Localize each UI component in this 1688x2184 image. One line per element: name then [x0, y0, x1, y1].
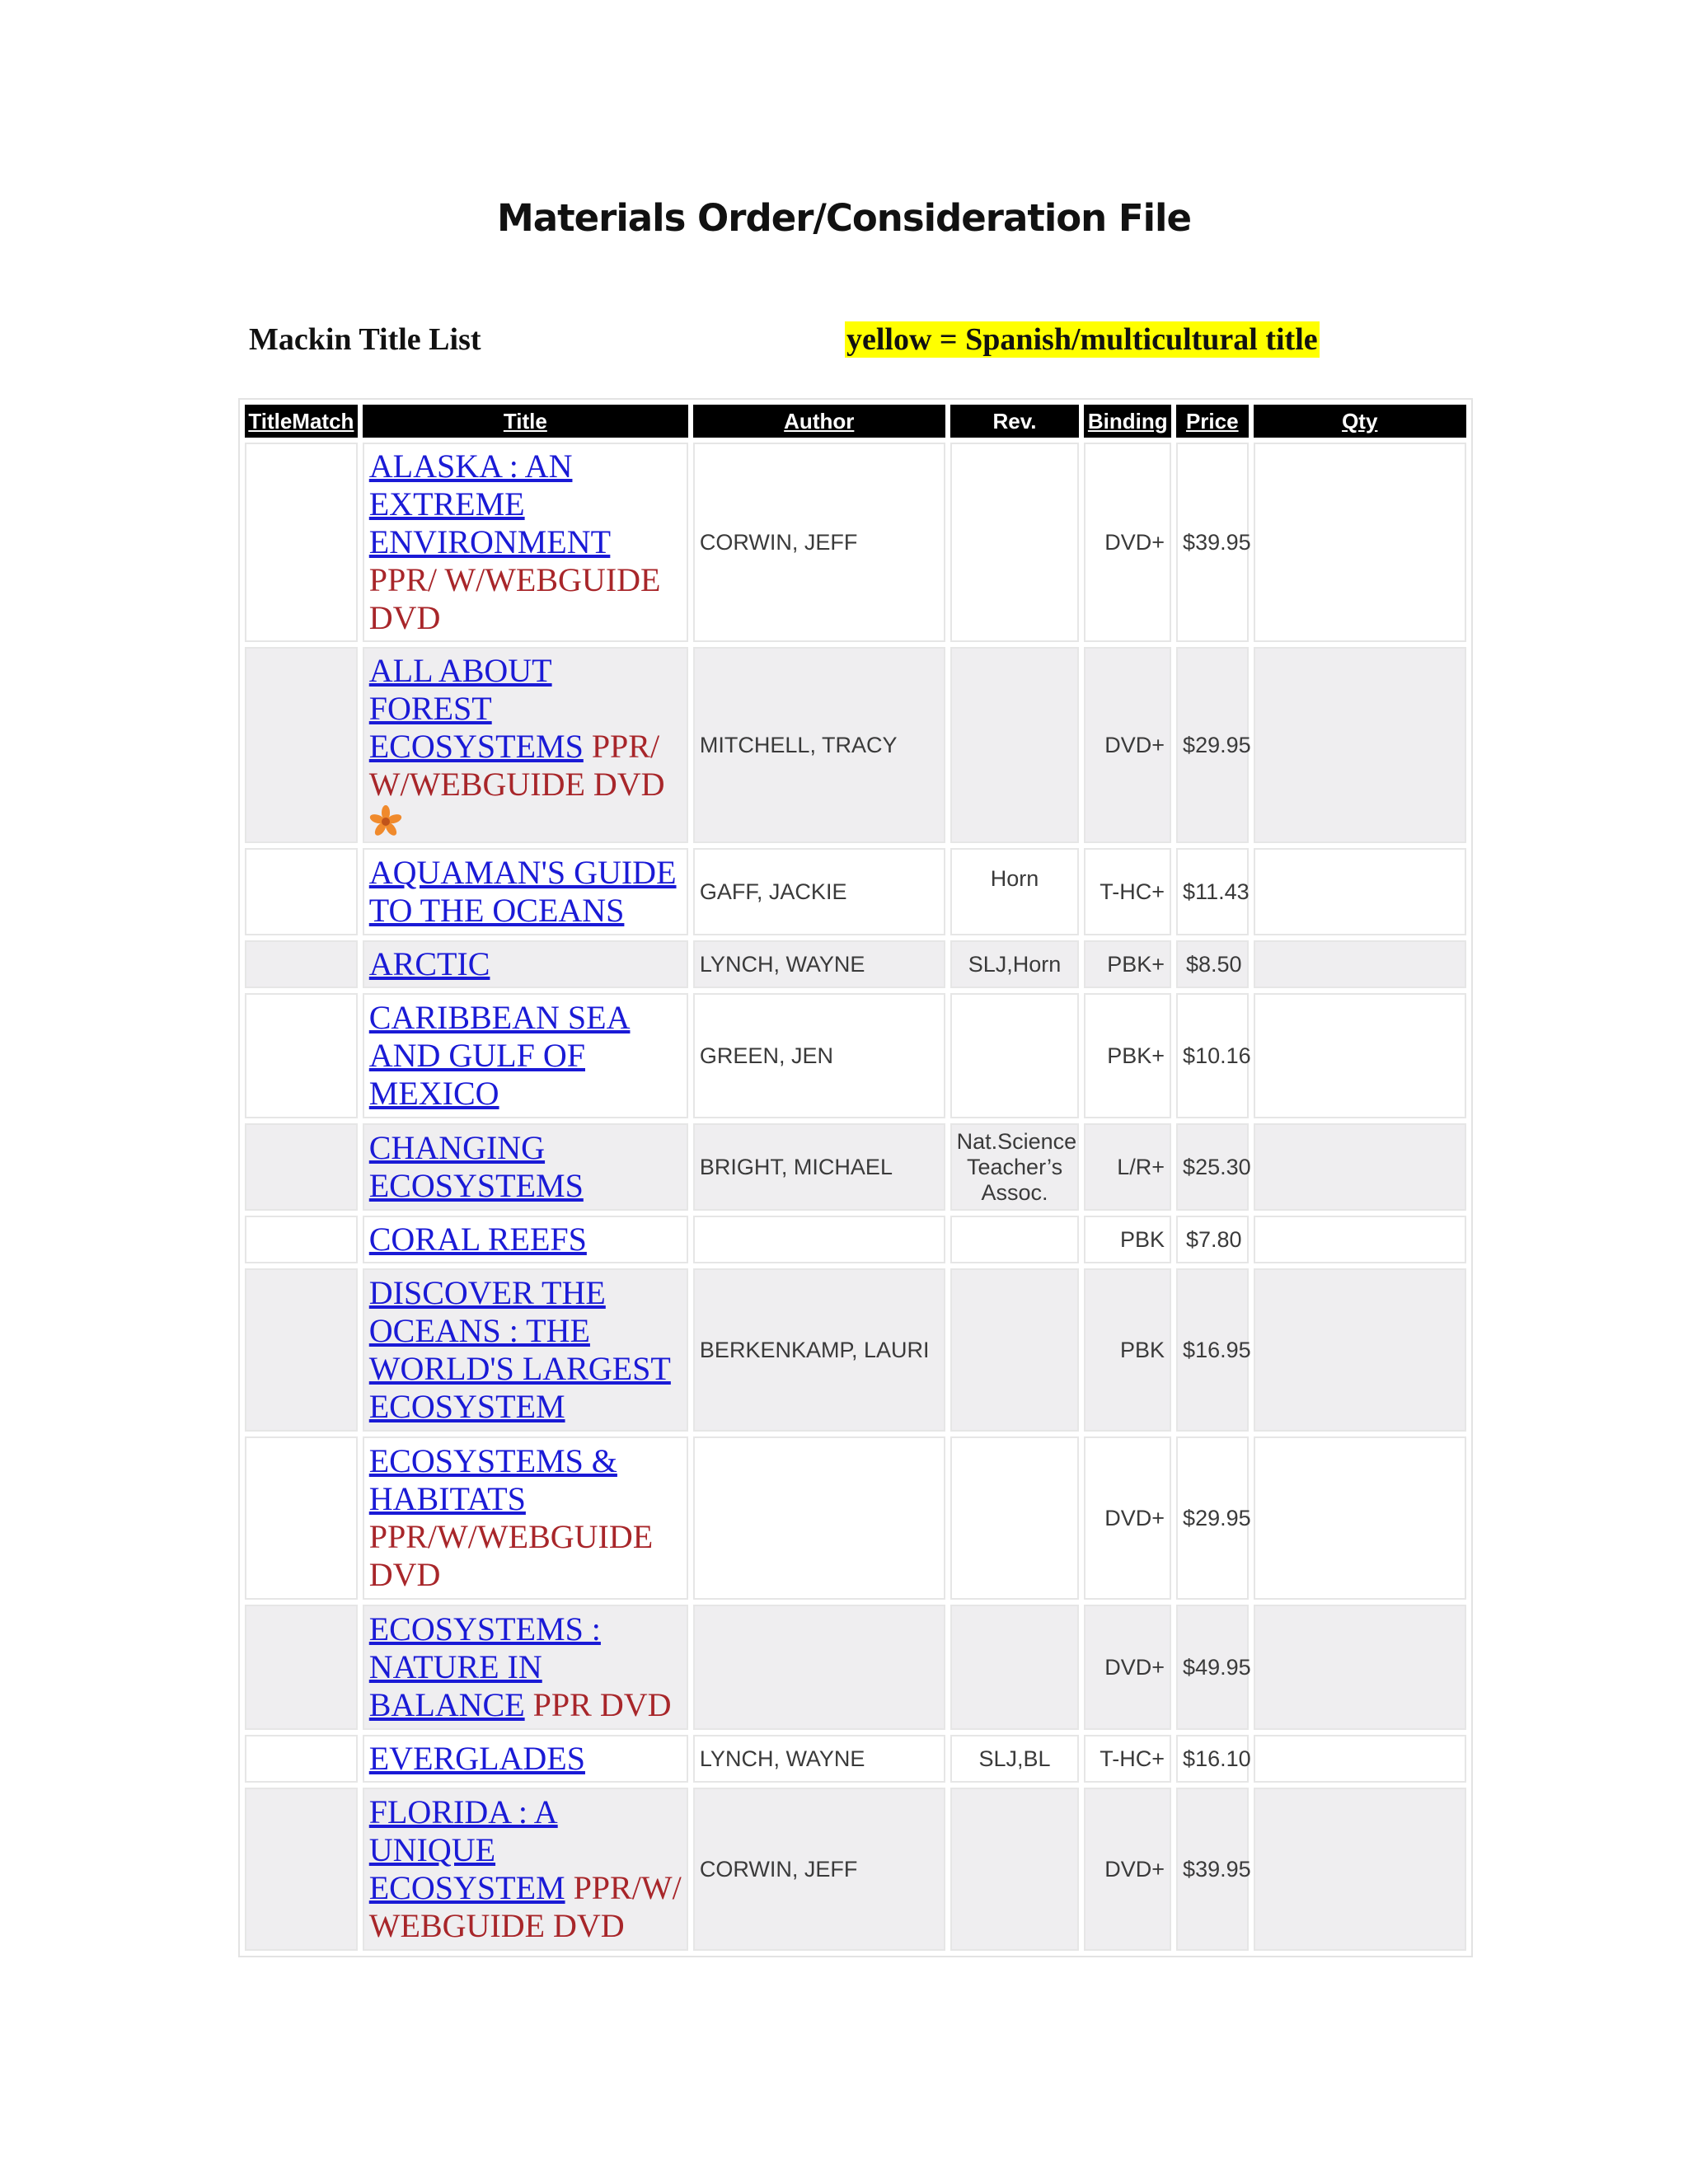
format-note: PPR/ W/WEBGUIDE DVD: [368, 561, 661, 636]
qty-cell[interactable]: [1254, 647, 1466, 843]
flower-icon: [369, 805, 402, 838]
qty-cell[interactable]: [1254, 1788, 1466, 1951]
rev-cell: [950, 1268, 1080, 1432]
title-link[interactable]: ALASKA : AN EXTREME ENVIRONMENT: [368, 448, 611, 560]
price-cell: $11.43: [1176, 848, 1248, 935]
binding-cell: DVD+: [1084, 647, 1171, 843]
binding-cell: T-HC+: [1084, 1735, 1171, 1783]
table-header-row: [245, 405, 1466, 438]
binding-cell: PBK+: [1084, 993, 1171, 1118]
title-cell: [363, 1605, 688, 1730]
title-cell: [363, 443, 688, 642]
qty-cell[interactable]: [1254, 1735, 1466, 1783]
rev-cell: [950, 1216, 1080, 1263]
title-cell: [363, 647, 688, 843]
author-cell: LYNCH, WAYNE: [693, 940, 945, 988]
binding-cell: DVD+: [1084, 1605, 1171, 1730]
title-link[interactable]: ARCTIC: [368, 945, 490, 982]
titlematch-cell: [245, 1123, 358, 1211]
table-row: [245, 1268, 1466, 1432]
format-note: PPR DVD: [532, 1686, 672, 1723]
title-link[interactable]: AQUAMAN'S GUIDE TO THE OCEANS: [368, 854, 677, 929]
binding-cell: L/R+: [1084, 1123, 1171, 1211]
binding-cell: PBK: [1084, 1268, 1171, 1432]
title-link[interactable]: CHANGING ECOSYSTEMS: [368, 1129, 584, 1204]
qty-cell[interactable]: [1254, 940, 1466, 988]
rev-cell: [950, 1788, 1080, 1951]
title-link[interactable]: CARIBBEAN SEA AND GULF OF MEXICO: [368, 999, 631, 1112]
binding-cell: PBK: [1084, 1216, 1171, 1263]
titlematch-cell: [245, 1216, 358, 1263]
price-cell: $39.95: [1176, 1788, 1248, 1951]
qty-cell[interactable]: [1254, 1216, 1466, 1263]
author-cell: [693, 1436, 945, 1600]
table-row: [245, 1123, 1466, 1211]
binding-cell: DVD+: [1084, 1436, 1171, 1600]
titlematch-cell: [245, 993, 358, 1118]
title-cell: [363, 1735, 688, 1783]
titlematch-cell: [245, 940, 358, 988]
author-cell: [693, 1605, 945, 1730]
title-cell: [363, 993, 688, 1118]
table-row: [245, 1735, 1466, 1783]
qty-cell[interactable]: [1254, 443, 1466, 642]
list-title: Mackin Title List: [249, 322, 481, 357]
title-link[interactable]: DISCOVER THE OCEANS : THE WORLD'S LARGEST ECOSYSTEM: [368, 1274, 671, 1425]
rev-cell: Nat.Science Teacher’s Assoc.: [950, 1123, 1080, 1211]
price-cell: $29.95: [1176, 1436, 1248, 1600]
col-header-rev: Rev.: [950, 405, 1080, 438]
author-cell: BRIGHT, MICHAEL: [693, 1123, 945, 1211]
table-row: [245, 848, 1466, 935]
rev-cell: [950, 1436, 1080, 1600]
author-cell: [693, 1216, 945, 1263]
binding-cell: DVD+: [1084, 1788, 1171, 1951]
title-link[interactable]: CORAL REEFS: [368, 1221, 587, 1258]
format-note: PPR/ W/WEBGUIDE DVD: [368, 728, 665, 803]
table-row: [245, 1788, 1466, 1951]
format-note: PPR/W/ WEBGUIDE DVD: [368, 1869, 682, 1944]
rev-cell: [950, 647, 1080, 843]
title-cell: [363, 1123, 688, 1211]
binding-cell: PBK+: [1084, 940, 1171, 988]
titlematch-cell: [245, 1735, 358, 1783]
title-link[interactable]: FLORIDA : A UNIQUE ECOSYSTEM: [368, 1793, 565, 1906]
titlematch-cell: [245, 1268, 358, 1432]
title-cell: [363, 1436, 688, 1600]
page-title: Materials Order/Consideration File: [497, 196, 1191, 240]
title-table: [238, 398, 1473, 1957]
binding-cell: T-HC+: [1084, 848, 1171, 935]
price-cell: $49.95: [1176, 1605, 1248, 1730]
title-link[interactable]: EVERGLADES: [368, 1740, 585, 1777]
price-cell: $39.95: [1176, 443, 1248, 642]
format-note: PPR/W/WEBGUIDE DVD: [368, 1518, 654, 1593]
author-cell: CORWIN, JEFF: [693, 443, 945, 642]
titlematch-cell: [245, 647, 358, 843]
rev-cell: [950, 1605, 1080, 1730]
title-link[interactable]: ECOSYSTEMS : NATURE IN BALANCE: [368, 1610, 601, 1723]
price-cell: $29.95: [1176, 647, 1248, 843]
title-link[interactable]: ECOSYSTEMS & HABITATS: [368, 1442, 617, 1517]
titlematch-cell: [245, 1788, 358, 1951]
col-header-title[interactable]: Title: [363, 405, 688, 438]
author-cell: CORWIN, JEFF: [693, 1788, 945, 1951]
titlematch-cell: [245, 1605, 358, 1730]
col-header-titlematch[interactable]: TitleMatch: [245, 405, 358, 438]
author-cell: BERKENKAMP, LAURI: [693, 1268, 945, 1432]
author-cell: LYNCH, WAYNE: [693, 1735, 945, 1783]
table-row: [245, 443, 1466, 642]
qty-cell[interactable]: [1254, 1268, 1466, 1432]
titlematch-cell: [245, 848, 358, 935]
qty-cell[interactable]: [1254, 993, 1466, 1118]
rev-cell: [950, 443, 1080, 642]
price-cell: $10.16: [1176, 993, 1248, 1118]
author-cell: GAFF, JACKIE: [693, 848, 945, 935]
rev-cell: [950, 993, 1080, 1118]
table-row: [245, 993, 1466, 1118]
price-cell: $25.30: [1176, 1123, 1248, 1211]
rev-cell: SLJ,BL: [950, 1735, 1080, 1783]
qty-cell[interactable]: [1254, 1436, 1466, 1600]
qty-cell[interactable]: [1254, 1123, 1466, 1211]
table-row: [245, 1605, 1466, 1730]
col-header-price[interactable]: Price: [1176, 405, 1248, 438]
title-cell: [363, 1268, 688, 1432]
titlematch-cell: [245, 443, 358, 642]
price-cell: $7.80: [1176, 1216, 1248, 1263]
titlematch-cell: [245, 1436, 358, 1600]
title-cell: [363, 1216, 688, 1263]
rev-cell: SLJ,Horn: [950, 940, 1080, 988]
price-cell: $16.10: [1176, 1735, 1248, 1783]
table-row: [245, 940, 1466, 988]
table-row: [245, 1436, 1466, 1600]
qty-cell[interactable]: [1254, 848, 1466, 935]
title-cell: [363, 848, 688, 935]
title-cell: [363, 1788, 688, 1951]
price-cell: $8.50: [1176, 940, 1248, 988]
author-cell: GREEN, JEN: [693, 993, 945, 1118]
price-cell: $16.95: [1176, 1268, 1248, 1432]
title-cell: [363, 940, 688, 988]
author-cell: MITCHELL, TRACY: [693, 647, 945, 843]
binding-cell: DVD+: [1084, 443, 1171, 642]
col-header-author[interactable]: Author: [693, 405, 945, 438]
qty-cell[interactable]: [1254, 1605, 1466, 1730]
title-link[interactable]: ALL ABOUT FOREST ECOSYSTEMS: [368, 652, 584, 765]
rev-cell: Horn: [950, 848, 1080, 935]
color-legend: yellow = Spanish/multicultural title: [846, 322, 1318, 357]
col-header-binding[interactable]: Binding: [1084, 405, 1171, 438]
col-header-qty[interactable]: Qty: [1254, 405, 1466, 438]
table-row: [245, 1216, 1466, 1263]
table-row: [245, 647, 1466, 843]
